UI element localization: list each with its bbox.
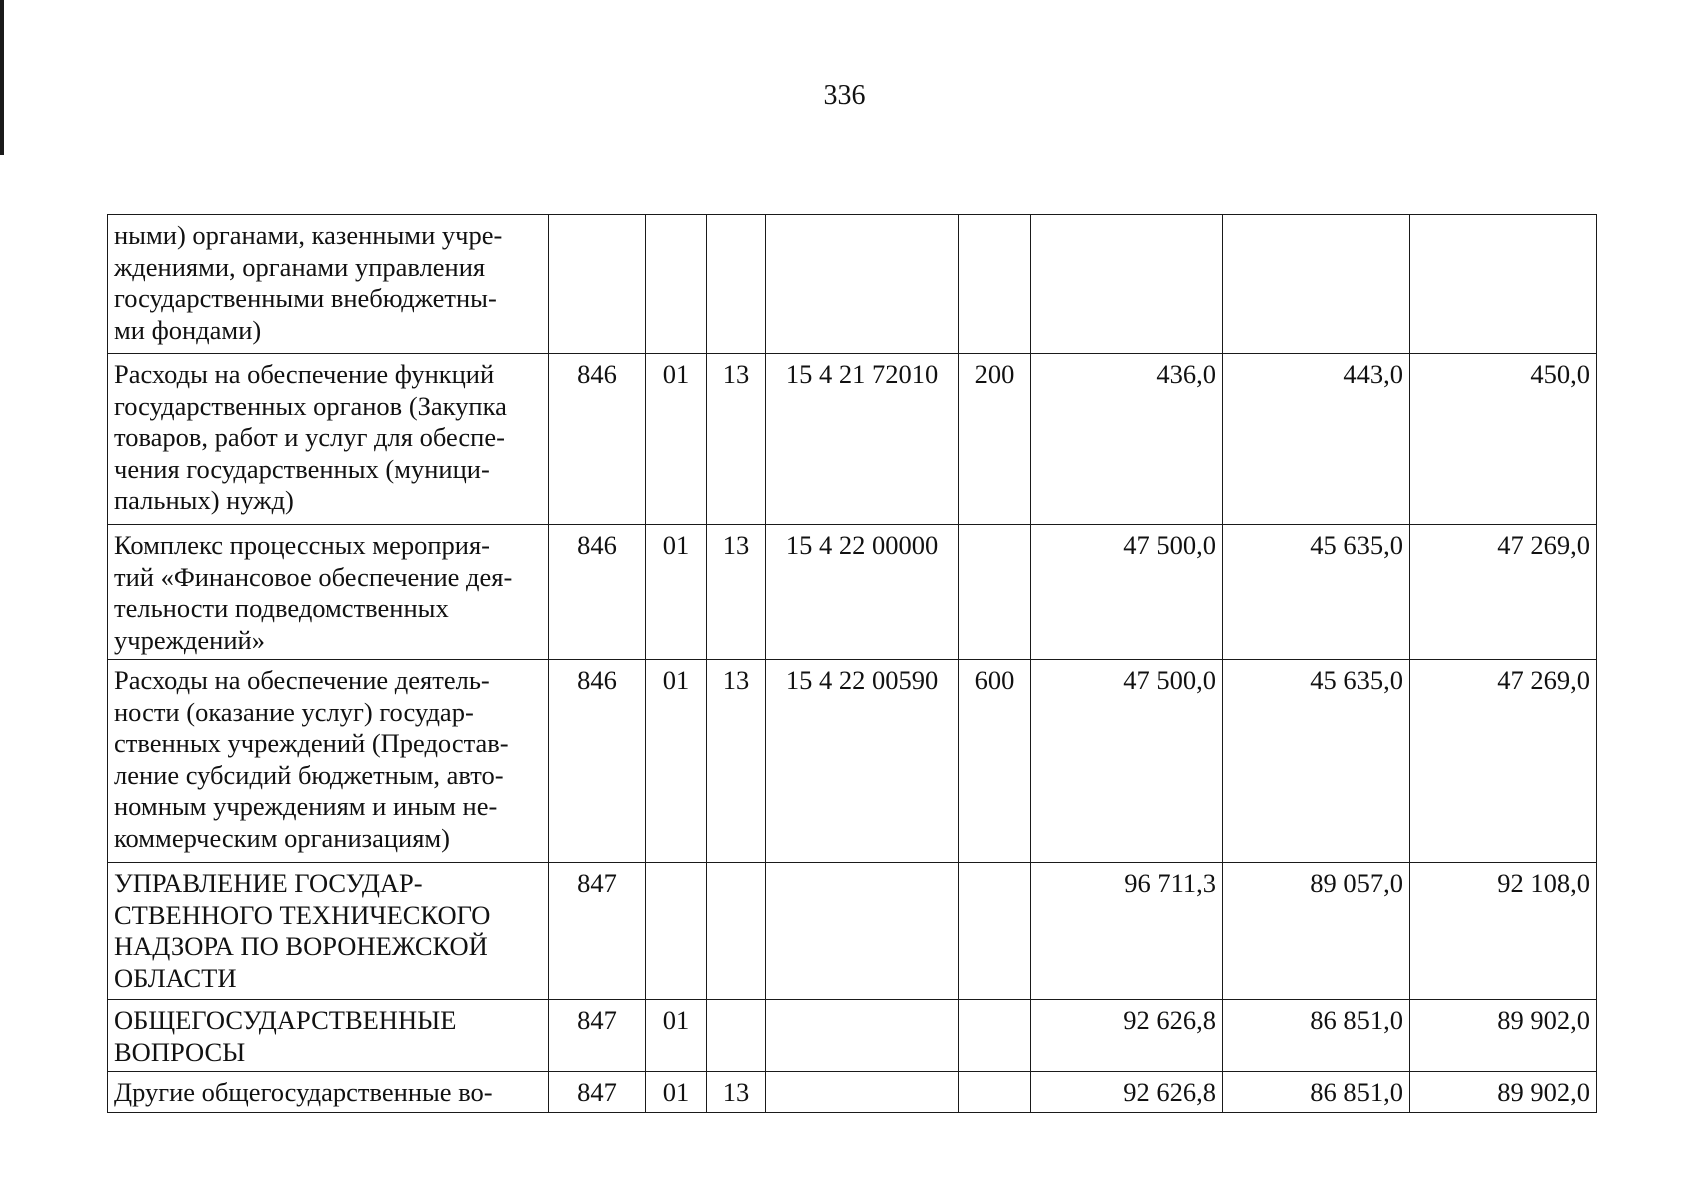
ministry-code: 847 xyxy=(549,1072,646,1113)
row-description: УПРАВЛЕНИЕ ГОСУДАР- СТВЕННОГО ТЕХНИЧЕСКОГО НАДЗОРА ПО ВОРОНЕЖСКОЙ ОБЛАСТИ xyxy=(108,863,549,1000)
row-description: Другие общегосударственные во- xyxy=(108,1072,549,1113)
subsection-code: 13 xyxy=(707,1072,766,1113)
target-article-code xyxy=(766,863,959,1000)
section-code xyxy=(646,863,707,1000)
amount-year-3: 47 269,0 xyxy=(1410,660,1597,863)
ministry-code: 846 xyxy=(549,660,646,863)
section-code xyxy=(646,215,707,354)
amount-year-2: 45 635,0 xyxy=(1223,660,1410,863)
expense-type-code xyxy=(959,863,1031,1000)
amount-year-3: 450,0 xyxy=(1410,354,1597,525)
subsection-code: 13 xyxy=(707,354,766,525)
amount-year-2: 45 635,0 xyxy=(1223,525,1410,660)
amount-year-1: 96 711,3 xyxy=(1031,863,1223,1000)
left-margin-rule xyxy=(0,0,4,155)
expense-type-code xyxy=(959,1072,1031,1113)
budget-table xyxy=(107,214,1597,1113)
target-article-code xyxy=(766,1000,959,1072)
row-description: ОБЩЕГОСУДАРСТВЕННЫЕ ВОПРОСЫ xyxy=(108,1000,549,1072)
page-number: 336 xyxy=(823,80,866,111)
ministry-code: 847 xyxy=(549,1000,646,1072)
amount-year-3: 89 902,0 xyxy=(1410,1072,1597,1113)
amount-year-1: 92 626,8 xyxy=(1031,1000,1223,1072)
subsection-code: 13 xyxy=(707,660,766,863)
amount-year-3: 47 269,0 xyxy=(1410,525,1597,660)
amount-year-1: 47 500,0 xyxy=(1031,525,1223,660)
amount-year-1 xyxy=(1031,215,1223,354)
amount-year-2: 443,0 xyxy=(1223,354,1410,525)
amount-year-2: 86 851,0 xyxy=(1223,1072,1410,1113)
table-row xyxy=(108,1072,1597,1113)
expense-type-code xyxy=(959,1000,1031,1072)
expense-type-code: 200 xyxy=(959,354,1031,525)
expense-type-code xyxy=(959,525,1031,660)
row-description: Расходы на обеспечение функций государственных органов (Закупка товаров, работ и услуг для обеспе- чения государственных (муници- пальных) нужд) xyxy=(108,354,549,525)
subsection-code xyxy=(707,215,766,354)
amount-year-2: 86 851,0 xyxy=(1223,1000,1410,1072)
table-row xyxy=(108,354,1597,525)
target-article-code xyxy=(766,215,959,354)
table-row xyxy=(108,525,1597,660)
amount-year-2: 89 057,0 xyxy=(1223,863,1410,1000)
amount-year-2 xyxy=(1223,215,1410,354)
table-row xyxy=(108,863,1597,1000)
target-article-code: 15 4 22 00000 xyxy=(766,525,959,660)
row-description: Расходы на обеспечение деятель- ности (оказание услуг) государ- ственных учреждений (Предостав- ление субсидий бюджетным, авто- номным учреждениям и иным не- коммерческим организациям) xyxy=(108,660,549,863)
ministry-code: 846 xyxy=(549,354,646,525)
subsection-code: 13 xyxy=(707,525,766,660)
table-row xyxy=(108,215,1597,354)
amount-year-1: 436,0 xyxy=(1031,354,1223,525)
table-row xyxy=(108,660,1597,863)
subsection-code xyxy=(707,1000,766,1072)
ministry-code: 846 xyxy=(549,525,646,660)
amount-year-3 xyxy=(1410,215,1597,354)
ministry-code: 847 xyxy=(549,863,646,1000)
section-code: 01 xyxy=(646,660,707,863)
section-code: 01 xyxy=(646,1072,707,1113)
expense-type-code: 600 xyxy=(959,660,1031,863)
expense-type-code xyxy=(959,215,1031,354)
table-row xyxy=(108,1000,1597,1072)
section-code: 01 xyxy=(646,1000,707,1072)
target-article-code: 15 4 22 00590 xyxy=(766,660,959,863)
amount-year-1: 47 500,0 xyxy=(1031,660,1223,863)
section-code: 01 xyxy=(646,525,707,660)
row-description: Комплекс процессных мероприя- тий «Финансовое обеспечение дея- тельности подведомственных учреждений» xyxy=(108,525,549,660)
row-description: ными) органами, казенными учре- ждениями, органами управления государственными внебюджетны- ми фондами) xyxy=(108,215,549,354)
amount-year-3: 89 902,0 xyxy=(1410,1000,1597,1072)
ministry-code xyxy=(549,215,646,354)
target-article-code xyxy=(766,1072,959,1113)
section-code: 01 xyxy=(646,354,707,525)
subsection-code xyxy=(707,863,766,1000)
amount-year-1: 92 626,8 xyxy=(1031,1072,1223,1113)
amount-year-3: 92 108,0 xyxy=(1410,863,1597,1000)
target-article-code: 15 4 21 72010 xyxy=(766,354,959,525)
